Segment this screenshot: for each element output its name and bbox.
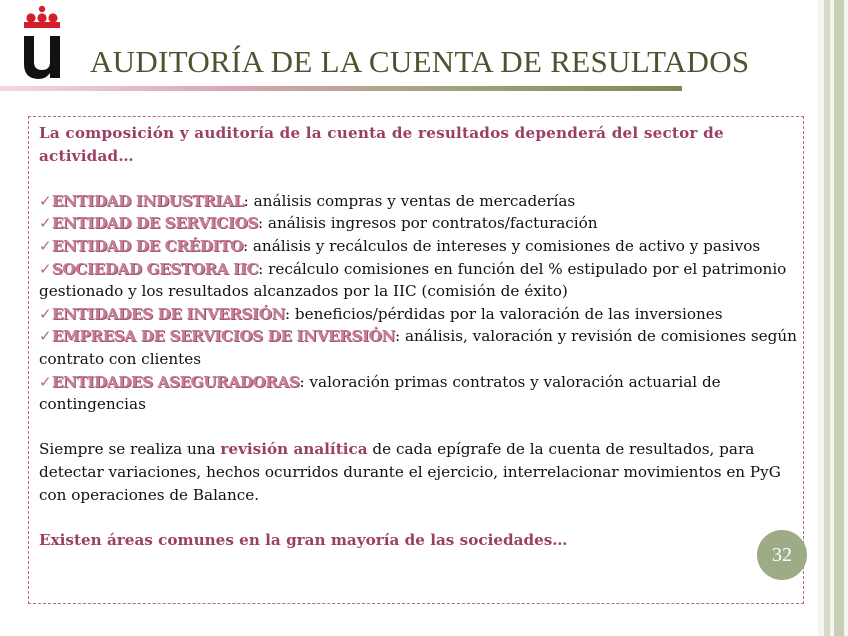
right-bar-outer xyxy=(834,0,844,636)
slide-title: AUDITORÍA DE LA CUENTA DE RESULTADOS xyxy=(90,44,750,79)
item-name: ENTIDADES DE INVERSIÓN xyxy=(51,304,285,323)
item-name: SOCIEDAD GESTORA IIC xyxy=(51,259,259,278)
item-name: ENTIDAD DE CRÉDITO xyxy=(51,236,243,255)
list-item xyxy=(39,303,797,326)
item-name: ENTIDAD INDUSTRIAL xyxy=(51,191,244,210)
right-bar-inner xyxy=(824,0,830,636)
check-icon: ✓ xyxy=(39,214,52,233)
item-name: EMPRESA DE SERVICIOS DE INVERSIÓN xyxy=(51,327,395,346)
summary-text-after: de cada epígrafe de la cuenta de resultados, para detectar variaciones, hechos ocurridos durante el ejercicio, interrelacionar movimientos en PyG con operaciones de Balance. xyxy=(39,440,781,504)
item-desc: : valoración primas contratos y valoración actuarial de contingencias xyxy=(39,372,721,414)
check-icon: ✓ xyxy=(39,372,52,391)
slide-body xyxy=(39,122,797,551)
item-desc: : análisis compras y ventas de mercaderías xyxy=(243,191,576,210)
check-icon: ✓ xyxy=(39,304,52,323)
check-icon: ✓ xyxy=(39,191,52,210)
item-desc: : recálculo comisiones en función del % estipulado por el patrimonio gestionado y los resultados alcanzados por la IIC (comisión de éxito) xyxy=(39,259,787,301)
summary-text-before: Siempre se realiza una xyxy=(39,440,221,459)
list-item xyxy=(39,190,797,213)
summary-paragraph xyxy=(39,438,797,506)
spacer xyxy=(39,506,797,529)
list-item xyxy=(39,235,797,258)
item-desc: : análisis, valoración y revisión de comisiones según contrato con clientes xyxy=(39,327,797,368)
spacer xyxy=(39,416,797,439)
spacer xyxy=(39,167,797,190)
check-icon: ✓ xyxy=(39,236,52,255)
item-desc: : beneficios/pérdidas por la valoración de las inversiones xyxy=(284,304,723,323)
intro-text: La composición y auditoría de la cuenta de resultados dependerá del sector de actividad… xyxy=(39,124,724,165)
item-name: ENTIDADES ASEGURADORAS xyxy=(51,372,300,391)
summary-highlight: revisión analítica xyxy=(220,440,368,459)
university-logo xyxy=(22,4,62,80)
list-item xyxy=(39,371,797,416)
item-name: ENTIDAD DE SERVICIOS xyxy=(51,214,258,233)
list-item xyxy=(39,325,797,370)
check-icon: ✓ xyxy=(39,259,52,278)
page-number-badge: 32 xyxy=(757,530,807,580)
right-decorative-bars xyxy=(818,0,848,636)
check-icon: ✓ xyxy=(39,327,52,346)
title-underline xyxy=(0,86,682,91)
closing-text: Existen áreas comunes en la gran mayoría de las sociedades… xyxy=(39,530,568,549)
item-desc: : análisis y recálculos de intereses y comisiones de activo y pasivos xyxy=(242,236,761,255)
item-desc: : análisis ingresos por contratos/facturación xyxy=(257,214,598,233)
list-item xyxy=(39,212,797,235)
list-item xyxy=(39,258,797,303)
